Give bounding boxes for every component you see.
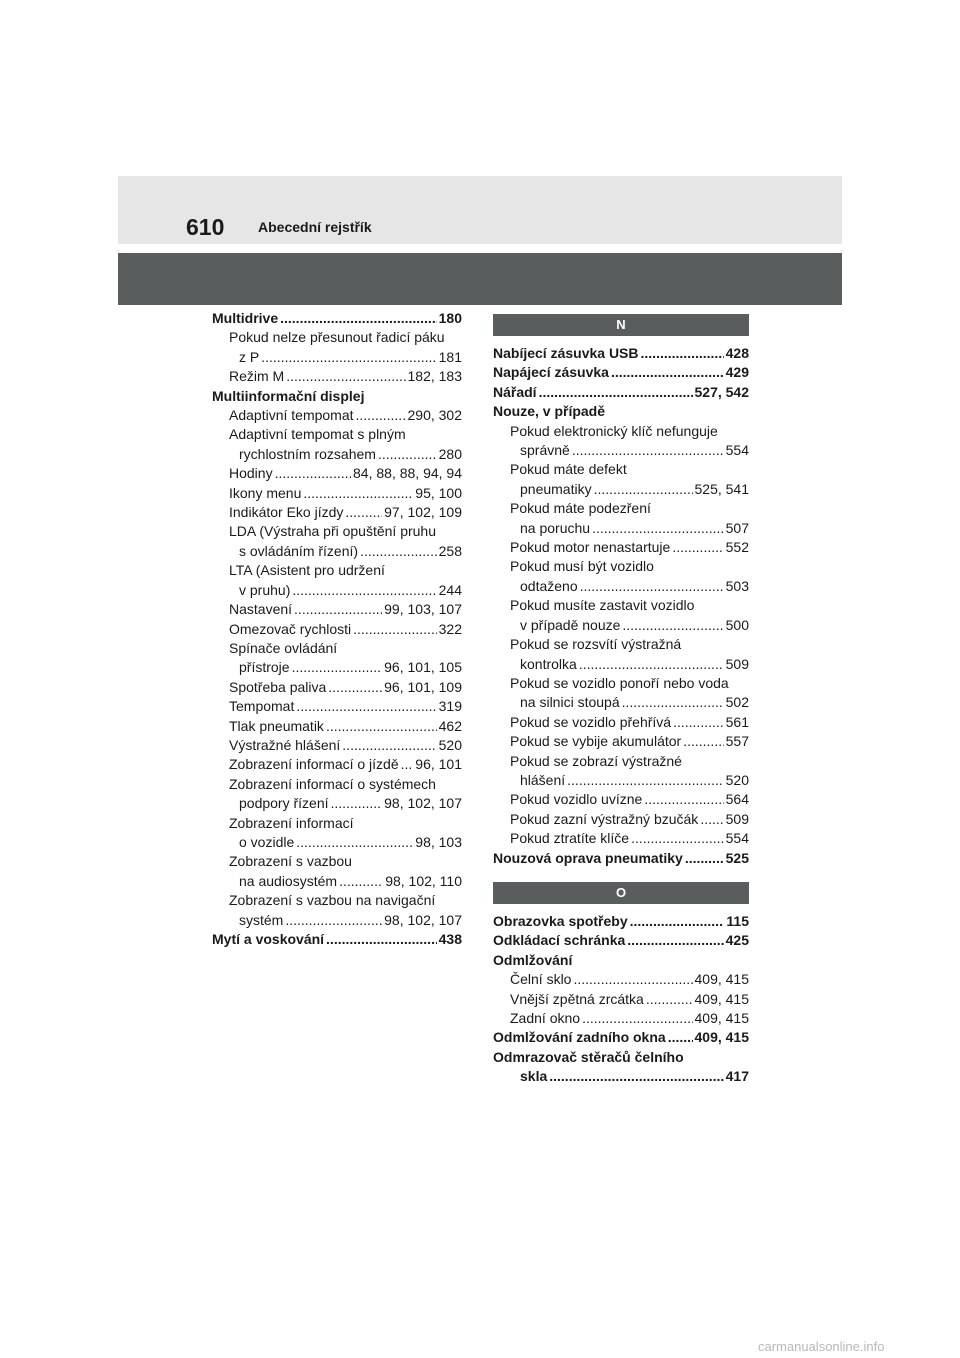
index-entry-term: s ovládáním řízení) (239, 542, 359, 559)
index-entry-pages: 96, 101, 109 (384, 678, 462, 695)
index-entry-term: Vnější zpětná zrcátka (510, 990, 644, 1007)
index-entry-term: rychlostním rozsahem (239, 445, 376, 462)
index-subheading: Pokud musíte zastavit vozidlo (510, 597, 695, 614)
dot-leader (611, 363, 724, 382)
index-entry (493, 790, 749, 809)
index-entry-term: Mytí a voskování (212, 931, 325, 947)
index-entry-pages: 182, 183 (407, 368, 462, 385)
index-entry-pages: 500 (725, 616, 749, 633)
index-subheading: Adaptivní tempomat s plným (229, 426, 406, 443)
index-subheading: Pokud se zobrazí výstražné (510, 752, 682, 769)
dot-leader (353, 620, 436, 639)
index-entry (493, 383, 749, 402)
dot-leader (296, 697, 436, 716)
index-entry (212, 445, 462, 464)
index-entry-pages: 409, 415 (694, 1029, 749, 1046)
index-entry-term: kontrolka (520, 655, 577, 672)
index-entry (493, 713, 749, 732)
index-entry (493, 480, 749, 499)
index-entry-pages: 84, 88, 88, 94, 94 (353, 465, 462, 482)
dot-leader (567, 771, 723, 790)
index-entry-pages: 520 (725, 771, 749, 788)
index-column-left (212, 309, 462, 949)
index-entry (493, 912, 749, 931)
index-entry-pages: 525 (725, 849, 749, 866)
index-entry (493, 538, 749, 557)
index-entry-term: Tlak pneumatik (229, 717, 324, 734)
index-entry (212, 367, 462, 386)
index-entry-pages: 98, 103 (415, 833, 462, 850)
dot-leader (673, 713, 724, 732)
dot-leader (622, 616, 723, 635)
index-entry-pages: 564 (725, 791, 749, 808)
dot-leader (328, 678, 382, 697)
index-entry-term: v případě nouze (520, 616, 621, 633)
index-entry-pages: 552 (725, 539, 749, 556)
index-entry-term: Indikátor Eko jízdy (229, 504, 344, 521)
dot-leader (592, 519, 724, 538)
index-subheading: Zobrazení s vazbou na navigační (229, 892, 436, 909)
dot-leader (303, 484, 413, 503)
dot-leader (572, 441, 724, 460)
index-entry-term: Pokud se vybije akumulátor (510, 733, 682, 750)
index-entry-pages: 290, 302 (407, 407, 462, 424)
index-entry-term: Nářadí (493, 383, 537, 400)
index-entry (212, 930, 462, 949)
index-subheading: Zobrazení informací (229, 814, 354, 831)
index-entry (212, 581, 462, 600)
index-subheading: Pokud se vozidlo ponoří nebo voda (510, 674, 729, 691)
index-entry-term: Multidrive (212, 310, 279, 326)
index-entry-term: hlášení (520, 771, 566, 788)
index-entry (493, 616, 749, 635)
index-entry-term: Hodiny (229, 465, 273, 482)
dot-leader (345, 503, 382, 522)
index-entry-pages: 115 (726, 912, 749, 929)
dot-leader (331, 794, 383, 813)
index-entry-term: Výstražné hlášení (229, 736, 341, 753)
dot-leader (401, 755, 414, 774)
index-entry-pages: 319 (438, 698, 462, 715)
index-entry-term: Obrazovka spotřeby (493, 912, 628, 929)
index-entry-term: systém (239, 911, 284, 928)
index-entry-pages: 417 (725, 1068, 749, 1085)
dot-leader (644, 790, 723, 809)
dot-leader (280, 309, 437, 328)
index-entry-pages: 425 (725, 932, 749, 949)
index-entry (493, 363, 749, 382)
index-entry (212, 309, 462, 328)
index-entry (493, 1067, 749, 1086)
index-entry-pages: 96, 101, 105 (384, 659, 462, 676)
index-subheading: Pokud se rozsvítí výstražná (510, 636, 682, 653)
index-entry-term: na silnici stoupá (520, 694, 620, 711)
index-entry-pages: 409, 415 (694, 990, 749, 1007)
index-entry-pages: 554 (725, 830, 749, 847)
index-entry (493, 344, 749, 363)
index-entry-term: na poruchu (520, 519, 591, 536)
index-entry (493, 441, 749, 460)
index-subheading: Pokud musí být vozidlo (510, 558, 654, 575)
dot-leader (342, 736, 436, 755)
index-entry-term: Tempomat (229, 698, 295, 715)
dot-leader (378, 445, 437, 464)
index-entry (212, 833, 462, 852)
index-entry-term: skla (520, 1068, 548, 1085)
index-entry (493, 1009, 749, 1028)
index-entry-term: Pokud ztratíte klíče (510, 830, 630, 847)
index-entry-term: Zobrazení informací o jízdě (229, 756, 399, 773)
index-entry-pages: 409, 415 (694, 1010, 749, 1026)
index-entry (212, 542, 462, 561)
index-entry-term: Pokud motor nenastartuje (510, 539, 671, 556)
index-subheading: LDA (Výstraha při opuštění pruhu (229, 523, 437, 540)
page-title: Abecední rejstřík (258, 219, 372, 235)
index-entry (212, 736, 462, 755)
index-entry-term: Pokud zazní výstražný bzučák (510, 810, 699, 827)
index-entry (212, 717, 462, 736)
index-entry-pages: 557 (725, 733, 749, 750)
index-entry-term: Režim M (229, 368, 285, 385)
index-entry-term: Pokud vozidlo uvízne (510, 791, 643, 808)
index-entry (212, 658, 462, 677)
index-entry (212, 348, 462, 367)
section-gap (493, 868, 749, 882)
index-entry-pages: 181 (438, 348, 462, 365)
index-entry-pages: 96, 101 (415, 756, 462, 773)
index-entry-pages: 438 (438, 931, 462, 947)
index-entry-term: z P (239, 348, 260, 365)
dot-leader (641, 344, 724, 363)
index-entry-pages: 244 (438, 581, 462, 598)
dot-leader (296, 833, 413, 852)
dot-leader (275, 464, 351, 483)
index-entry-term: v pruhu) (239, 581, 291, 598)
dot-leader (286, 367, 405, 386)
section-header-n: N (493, 314, 749, 336)
dot-leader (539, 383, 693, 402)
dot-leader (261, 348, 436, 367)
dot-leader (683, 732, 723, 751)
index-entry (493, 849, 749, 868)
index-entry (493, 810, 749, 829)
index-entry-pages: 180 (438, 310, 462, 326)
index-entry (212, 697, 462, 716)
index-entry (212, 872, 462, 891)
dot-leader (573, 970, 692, 989)
header-band (118, 176, 842, 244)
dot-leader (360, 542, 437, 561)
dot-leader (646, 990, 693, 1009)
index-subheading: Pokud elektronický klíč nefunguje (510, 422, 718, 439)
dot-leader (294, 600, 382, 619)
index-entry-pages: 561 (725, 713, 749, 730)
index-entry-pages: 428 (725, 345, 749, 361)
index-entry (493, 693, 749, 712)
dot-leader (622, 693, 724, 712)
index-entry-pages: 98, 102, 107 (384, 911, 462, 928)
index-entry-pages: 258 (438, 542, 462, 559)
index-entry (212, 911, 462, 930)
index-heading: Multiinformační displej (212, 387, 365, 404)
dot-leader (672, 538, 723, 557)
dot-leader (549, 1067, 723, 1086)
dot-leader (594, 480, 693, 499)
index-entry (493, 931, 749, 950)
index-entry-pages: 97, 102, 109 (384, 504, 462, 521)
index-subheading: Zobrazení s vazbou (229, 853, 352, 870)
index-entry-pages: 462 (438, 717, 462, 734)
index-entry-term: pneumatiky (520, 480, 592, 497)
index-subheading: Pokud máte defekt (510, 461, 627, 478)
index-subheading: Pokud máte podezření (510, 500, 651, 517)
index-entry-term: Odkládací schránka (493, 932, 626, 949)
index-entry-pages: 322 (438, 620, 462, 637)
index-entry-pages: 429 (725, 364, 749, 381)
index-subheading: Spínače ovládání (229, 639, 338, 656)
index-entry-pages: 525, 541 (694, 480, 749, 497)
dot-leader (627, 931, 723, 950)
index-subheading: Zobrazení informací o systémech (229, 775, 436, 792)
dot-leader (630, 912, 725, 931)
index-entry (493, 519, 749, 538)
index-heading: Odmlžování (493, 951, 573, 968)
index-entry-term: Omezovač rychlosti (229, 620, 352, 637)
index-entry (493, 970, 749, 989)
dot-leader (631, 829, 724, 848)
watermark: carmanualsonline.info (758, 1339, 885, 1354)
dot-leader (668, 1028, 693, 1047)
index-heading: Nouze, v případě (493, 403, 606, 420)
index-entry (493, 732, 749, 751)
index-entry (493, 990, 749, 1009)
dot-leader (326, 930, 437, 949)
index-entry-term: Napájecí zásuvka (493, 364, 609, 381)
index-entry-pages: 507 (725, 519, 749, 536)
index-entry (212, 620, 462, 639)
index-column-right (493, 314, 749, 1087)
index-entry (493, 577, 749, 596)
index-entry-term: Ikony menu (229, 484, 302, 501)
dot-leader (292, 581, 436, 600)
index-entry-pages: 280 (438, 445, 462, 462)
index-entry (493, 829, 749, 848)
page-number: 610 (186, 214, 225, 240)
index-entry-pages: 95, 100 (415, 484, 462, 501)
index-entry (212, 503, 462, 522)
index-entry-pages: 409, 415 (694, 971, 749, 988)
index-entry (493, 1028, 749, 1047)
index-entry (212, 678, 462, 697)
index-heading: Odmrazovač stěračů čelního (493, 1048, 684, 1065)
index-entry-term: podpory řízení (239, 795, 329, 812)
index-entry (493, 771, 749, 790)
index-entry-term: správně (520, 442, 570, 459)
index-entry-term: odtaženo (520, 577, 578, 594)
section-header-o: O (493, 882, 749, 904)
index-entry (212, 484, 462, 503)
index-entry-pages: 98, 102, 110 (385, 872, 462, 889)
dot-leader (579, 655, 724, 674)
dot-leader (285, 911, 382, 930)
index-entry-term: Pokud se vozidlo přehřívá (510, 713, 672, 730)
index-entry-pages: 509 (725, 810, 749, 827)
dot-leader (685, 849, 724, 868)
index-entry-pages: 554 (725, 442, 749, 459)
index-entry-term: Zadní okno (510, 1010, 581, 1026)
index-entry (493, 655, 749, 674)
index-entry (212, 464, 462, 483)
index-entry-term: na audiosystém (239, 872, 338, 889)
index-entry-term: Nastavení (229, 601, 293, 618)
index-entry-pages: 98, 102, 107 (384, 795, 462, 812)
index-entry (212, 755, 462, 774)
index-entry (212, 406, 462, 425)
index-entry-term: Odmlžování zadního okna (493, 1029, 666, 1046)
index-entry-pages: 509 (725, 655, 749, 672)
index-entry-term: Čelní sklo (510, 971, 572, 988)
index-entry-term: Nouzová oprava pneumatiky (493, 849, 683, 866)
index-entry-term: Spotřeba paliva (229, 678, 327, 695)
index-subheading: LTA (Asistent pro udržení (229, 562, 385, 579)
dot-leader (580, 577, 724, 596)
index-entry-term: Nabíjecí zásuvka USB (493, 345, 639, 361)
dot-leader (582, 1009, 692, 1028)
section-band (118, 253, 842, 305)
index-entry-term: Adaptivní tempomat (229, 407, 354, 424)
index-entry-term: přístroje (239, 659, 290, 676)
dot-leader (356, 406, 406, 425)
index-entry-pages: 502 (725, 694, 749, 711)
dot-leader (339, 872, 383, 891)
index-entry-pages: 99, 103, 107 (384, 601, 462, 618)
dot-leader (292, 658, 383, 677)
index-entry (212, 600, 462, 619)
index-entry-pages: 520 (438, 736, 462, 753)
index-entry-pages: 527, 542 (694, 383, 749, 400)
dot-leader (326, 717, 437, 736)
index-subheading: Pokud nelze přesunout řadicí páku (229, 329, 445, 346)
index-entry-pages: 503 (725, 577, 749, 594)
index-entry (212, 794, 462, 813)
index-entry-term: o vozidle (239, 833, 295, 850)
dot-leader (700, 810, 723, 829)
